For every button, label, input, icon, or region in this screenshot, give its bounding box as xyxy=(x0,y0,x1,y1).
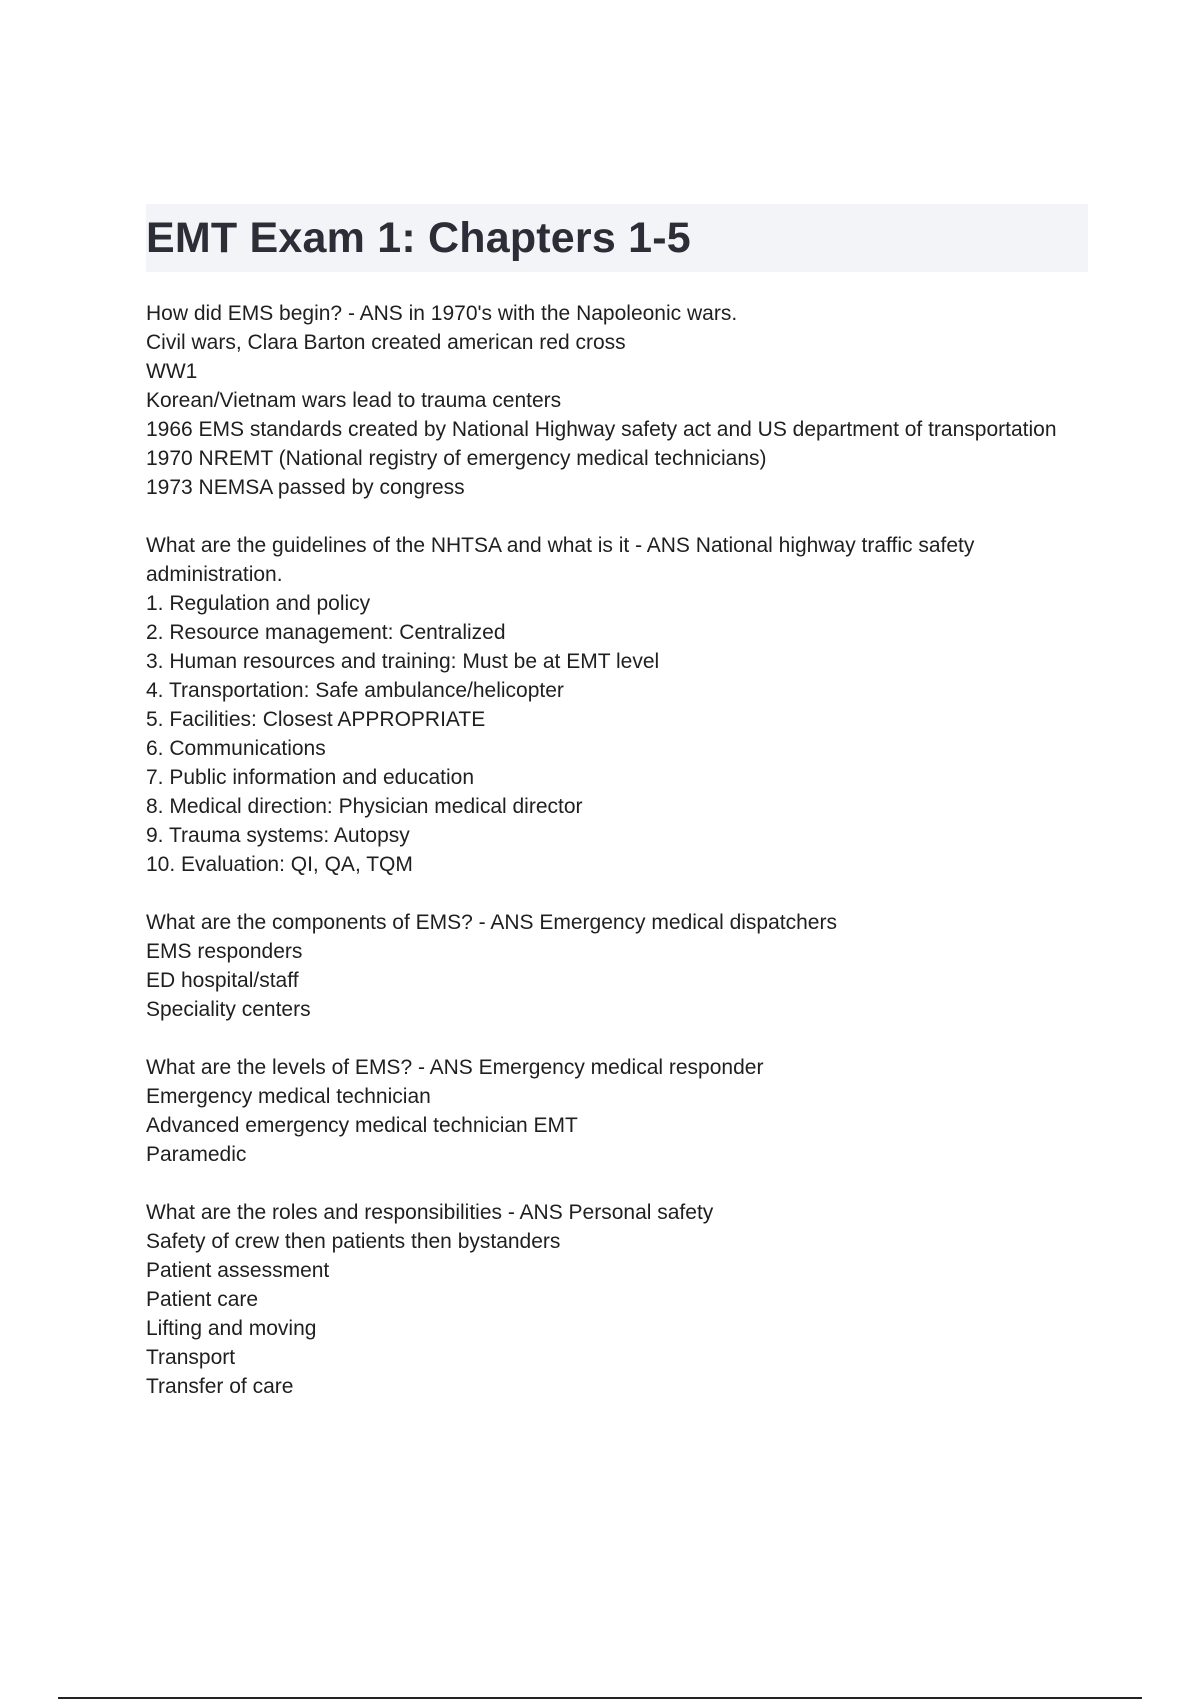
qa-answer-line: Civil wars, Clara Barton created american red cross xyxy=(146,331,626,354)
qa-answer-line: 1973 NEMSA passed by congress xyxy=(146,476,465,499)
qa-answer-line: Korean/Vietnam wars lead to trauma centers xyxy=(146,389,562,412)
qa-answer-line: Lifting and moving xyxy=(146,1317,317,1340)
qa-answer-line: WW1 xyxy=(146,360,198,383)
qa-answer-line: 9. Trauma systems: Autopsy xyxy=(146,824,410,847)
qa-question-line: What are the roles and responsibilities - ANS Personal safety xyxy=(146,1201,714,1224)
qa-answer-line: 10. Evaluation: QI, QA, TQM xyxy=(146,853,413,876)
qa-answer-line: Patient assessment xyxy=(146,1259,330,1282)
qa-question-line: What are the levels of EMS? - ANS Emergency medical responder xyxy=(146,1056,764,1079)
qa-answer-line: 1966 EMS standards created by National Highway safety act and US department of transportation xyxy=(146,418,1057,441)
qa-block-ems-levels xyxy=(146,1053,1086,1169)
qa-answer-line: Transfer of care xyxy=(146,1375,294,1398)
qa-answer-line: 1970 NREMT (National registry of emergency medical technicians) xyxy=(146,447,767,470)
qa-answer-line: 3. Human resources and training: Must be at EMT level xyxy=(146,650,660,673)
qa-block-ems-history xyxy=(146,299,1086,502)
qa-answer-line: 4. Transportation: Safe ambulance/helicopter xyxy=(146,679,564,702)
qa-answer-line: Transport xyxy=(146,1346,236,1369)
qa-block-roles-responsibilities xyxy=(146,1198,1086,1401)
qa-answer-line: 7. Public information and education xyxy=(146,766,475,789)
qa-answer-line: Emergency medical technician xyxy=(146,1085,431,1108)
footer-divider xyxy=(58,1697,1142,1699)
qa-answer-line: 2. Resource management: Centralized xyxy=(146,621,506,644)
qa-question-line: How did EMS begin? - ANS in 1970's with the Napoleonic wars. xyxy=(146,302,738,325)
qa-answer-line: EMS responders xyxy=(146,940,303,963)
qa-question-line: What are the components of EMS? - ANS Emergency medical dispatchers xyxy=(146,911,837,934)
page-title: EMT Exam 1: Chapters 1-5 xyxy=(146,214,691,262)
qa-answer-line: Speciality centers xyxy=(146,998,311,1021)
qa-answer-line: 6. Communications xyxy=(146,737,326,760)
qa-block-ems-components xyxy=(146,908,1086,1024)
qa-content xyxy=(146,299,1086,1430)
qa-answer-line: 5. Facilities: Closest APPROPRIATE xyxy=(146,708,486,731)
qa-answer-line: 8. Medical direction: Physician medical director xyxy=(146,795,583,818)
qa-block-nhtsa-guidelines xyxy=(146,531,1086,879)
qa-answer-line: Advanced emergency medical technician EMT xyxy=(146,1114,578,1137)
qa-answer-line: Patient care xyxy=(146,1288,259,1311)
qa-answer-line: Safety of crew then patients then bystanders xyxy=(146,1230,561,1253)
qa-question-line: What are the guidelines of the NHTSA and what is it - ANS National highway traffic safety administration. xyxy=(146,534,975,586)
qa-answer-line: Paramedic xyxy=(146,1143,247,1166)
qa-answer-line: 1. Regulation and policy xyxy=(146,592,371,615)
qa-answer-line: ED hospital/staff xyxy=(146,969,299,992)
